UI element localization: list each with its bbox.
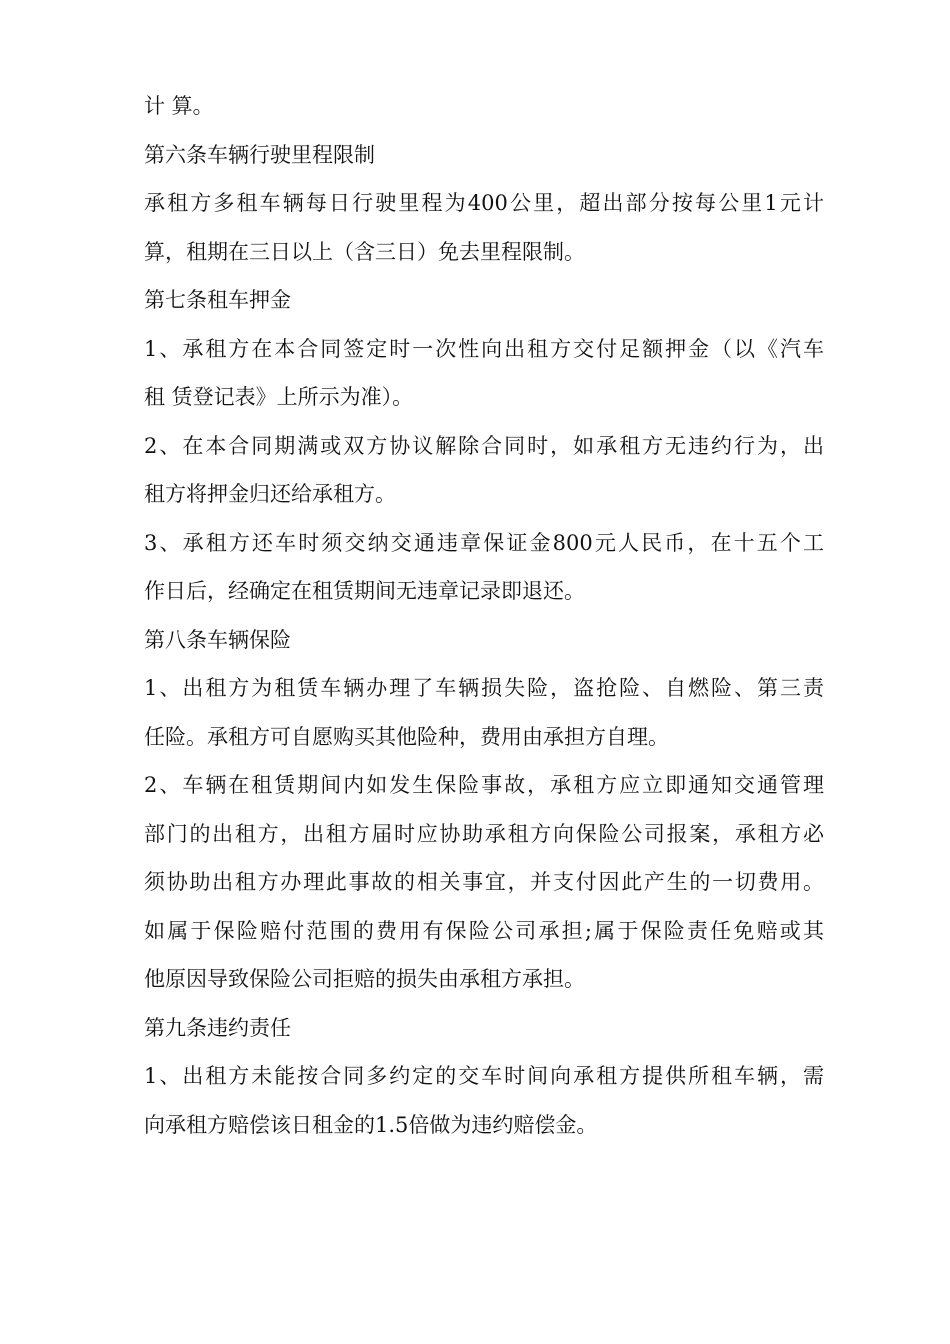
document-line: 第六条车辆行驶里程限制 <box>144 142 375 167</box>
document-body <box>144 82 824 1149</box>
document-line: 第七条租车押金 <box>144 288 291 312</box>
document-line: 算，租期在三日以上（含三日）免去里程限制。 <box>144 239 585 264</box>
document-line: 承租方多租车辆每日行驶里程为400公里，超出部分按每公里1元计 <box>144 191 824 215</box>
document-line: 租 赁登记表》上所示为准）。 <box>144 385 414 409</box>
document-line: 他原因导致保险公司拒赔的损失由承租方承担。 <box>144 967 585 991</box>
document-line: 1、出租方未能按合同多约定的交车时间向承租方提供所租车辆，需 <box>144 1064 824 1088</box>
document-line: 3、承租方还车时须交纳交通违章保证金800元人民币，在十五个工 <box>144 530 824 555</box>
document-line: 计 算。 <box>144 94 214 118</box>
document-line: 任险。承租方可自愿购买其他险种，费用由承担方自理。 <box>144 724 669 749</box>
document-line: 第九条违约责任 <box>144 1015 291 1040</box>
document-line: 向承租方赔偿该日租金的1.5倍做为违约赔偿金。 <box>144 1112 598 1137</box>
document-line: 2、车辆在租赁期间内如发生保险事故，承租方应立即通知交通管理 <box>144 773 824 797</box>
document-line: 1、承租方在本合同签定时一次性向出租方交付足额押金（以《汽车 <box>144 336 824 361</box>
document-line: 作日后，经确定在租赁期间无违章记录即退还。 <box>144 579 585 603</box>
document-line: 2、在本合同期满或双方协议解除合同时，如承租方无违约行为，出 <box>144 433 824 458</box>
document-line: 部门的出租方，出租方届时应协助承租方向保险公司报案，承租方必 <box>144 821 824 846</box>
document-line: 须协助出租方办理此事故的相关事宜，并支付因此产生的一切费用。 <box>144 870 824 894</box>
document-line: 如属于保险赔付范围的费用有保险公司承担;属于保险责任免赔或其 <box>144 918 824 943</box>
document-line: 租方将押金归还给承租方。 <box>144 482 396 506</box>
document-line: 第八条车辆保险 <box>144 627 291 652</box>
document-line: 1、出租方为租赁车辆办理了车辆损失险，盗抢险、自燃险、第三责 <box>144 676 824 700</box>
